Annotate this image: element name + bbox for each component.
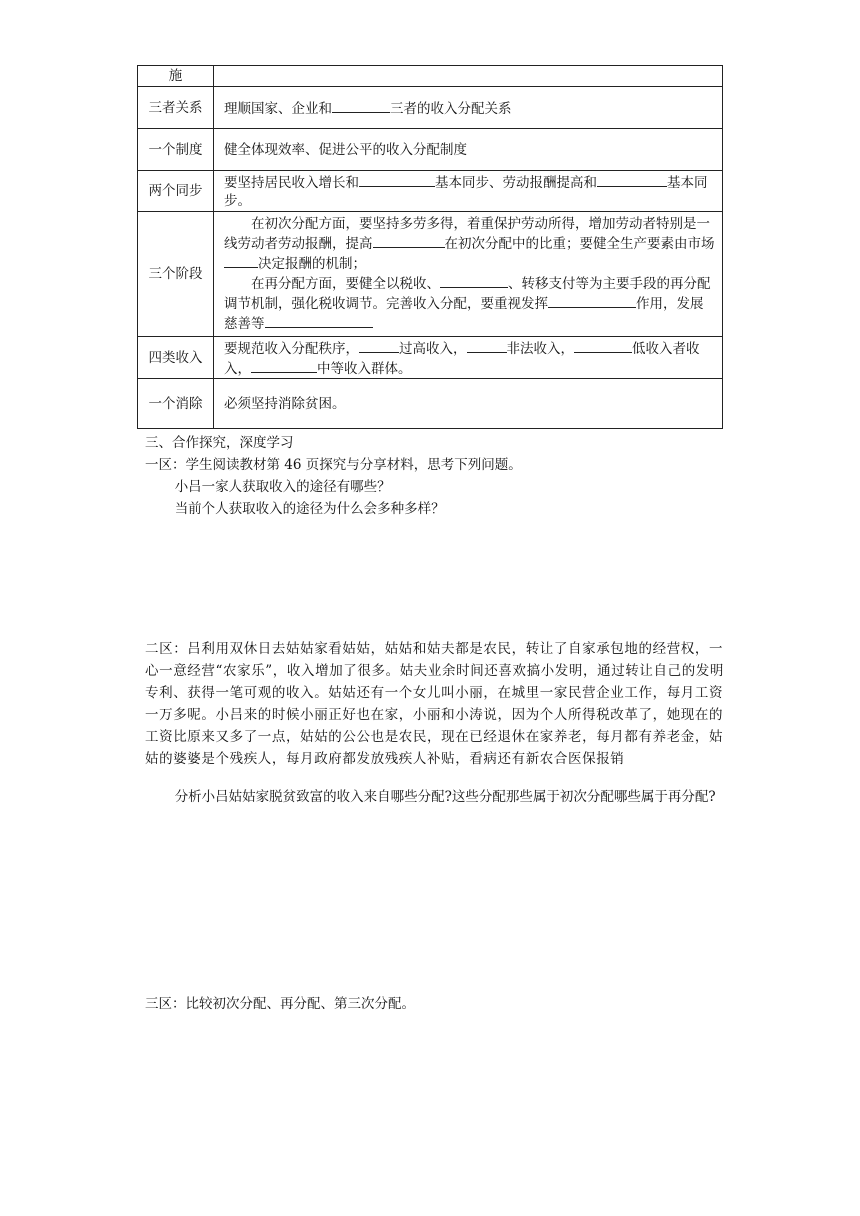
text-segment: 在初次分配方面，要坚持多劳多得，着重保护劳动所得，增加劳动者特别是一线劳动者劳动报酬，提高 xyxy=(224,216,710,252)
text-segment: 过高收入， xyxy=(399,340,467,357)
text-segment: 在初次分配中的比重；要健全生产要素由市场 xyxy=(444,236,715,252)
fill-blank xyxy=(359,172,435,187)
paragraph-initial-distribution xyxy=(224,215,716,273)
row-content xyxy=(214,129,723,171)
table-row xyxy=(138,129,723,171)
table-row xyxy=(138,87,723,129)
text-segment: 低收入者收入， xyxy=(224,340,700,377)
table-row xyxy=(138,337,723,379)
row-label: 施 xyxy=(138,66,214,87)
text-segment: 要规范收入分配秩序， xyxy=(224,340,359,357)
row-content xyxy=(214,337,723,379)
fill-blank xyxy=(440,273,508,288)
text-segment: 在再分配方面，要健全以税收、 xyxy=(251,276,440,292)
row-label: 两个同步 xyxy=(138,171,214,212)
zone1-question-2: 当前个人获取收入的途径为什么会多种多样？ xyxy=(174,501,445,517)
fill-blank xyxy=(332,98,390,113)
text-segment: 非法收入， xyxy=(506,340,574,357)
zone1-question-1: 小吕一家人获取收入的途径有哪些？ xyxy=(174,479,391,495)
text-segment: 三者的收入分配关系 xyxy=(390,100,512,117)
row-label: 一个消除 xyxy=(138,379,214,429)
zone3-text: 三区：比较初次分配、再分配、第三次分配。 xyxy=(145,996,415,1012)
table-row xyxy=(138,379,723,429)
table-row xyxy=(138,171,723,212)
paragraph-redistribution xyxy=(224,273,716,333)
text-segment: 要坚持居民收入增长和 xyxy=(224,175,359,191)
row-content xyxy=(214,171,723,212)
fill-blank xyxy=(548,293,636,308)
fill-blank xyxy=(373,233,445,248)
text-segment: 中等收入群体。 xyxy=(317,360,412,377)
income-distribution-table xyxy=(137,65,723,429)
table-row xyxy=(138,212,723,337)
row-content xyxy=(214,379,723,429)
row-label: 三者关系 xyxy=(138,87,214,129)
text-segment: 基本同步。 xyxy=(224,175,708,209)
text-segment: 健全体现效率、促进公平的收入分配制度 xyxy=(224,141,467,158)
text-segment: 必须坚持消除贫困。 xyxy=(224,395,346,412)
text-segment: 基本同步、劳动报酬提高和 xyxy=(435,175,597,191)
section-heading: 三、合作探究，深度学习 xyxy=(145,435,294,451)
row-content xyxy=(214,87,723,129)
zone2-question: 分析小吕姑姑家脱贫致富的收入来自哪些分配?这些分配那些属于初次分配哪些属于再分配? xyxy=(174,789,716,805)
row-label: 一个制度 xyxy=(138,129,214,171)
row-label: 三个阶段 xyxy=(138,212,214,337)
fill-blank xyxy=(597,172,667,187)
text-segment: 作用，发展慈善等 xyxy=(224,296,704,332)
text-segment: 、转移支付等为主要手段的再分配调节机制，强化税收调节。完善收入分配，要重视发挥 xyxy=(224,276,711,312)
table-row xyxy=(138,66,723,87)
zone1-intro: 一区：学生阅读教材第 46 页探究与分享材料，思考下列问题。 xyxy=(145,457,522,473)
fill-blank xyxy=(265,313,373,328)
zone2-material: 二区：吕利用双休日去姑姑家看姑姑，姑姑和姑夫都是农民，转让了自家承包地的经营权，一心一意经营“农家乐”，收入增加了很多。姑夫业余时间还喜欢搞小发明，通过转让自己的发明专利、获得一笔可观的收入。姑姑还有一个女儿叫小丽，在城里一家民营企业工作，每月工资一万多呢。小吕来的时候小丽正好也在家，小丽和小涛说，因为个人所得税改革了，她现在的工资比原来又多了一点，姑姑的公公也是农民，现在已经退休在家养老，每月都有养老金，姑姑的婆婆是个残疾人，每月政府都发放残疾人补贴，看病还有新农合医保报销 xyxy=(145,641,725,767)
fill-blank xyxy=(574,338,632,353)
text-segment: 理顺国家、企业和 xyxy=(224,100,332,117)
fill-blank xyxy=(467,338,507,353)
fill-blank xyxy=(359,338,399,353)
row-content xyxy=(214,212,723,337)
fill-blank xyxy=(251,358,317,373)
fill-blank xyxy=(224,253,258,268)
row-label: 四类收入 xyxy=(138,337,214,379)
text-segment: 决定报酬的机制； xyxy=(258,256,366,272)
row-content xyxy=(214,66,723,87)
